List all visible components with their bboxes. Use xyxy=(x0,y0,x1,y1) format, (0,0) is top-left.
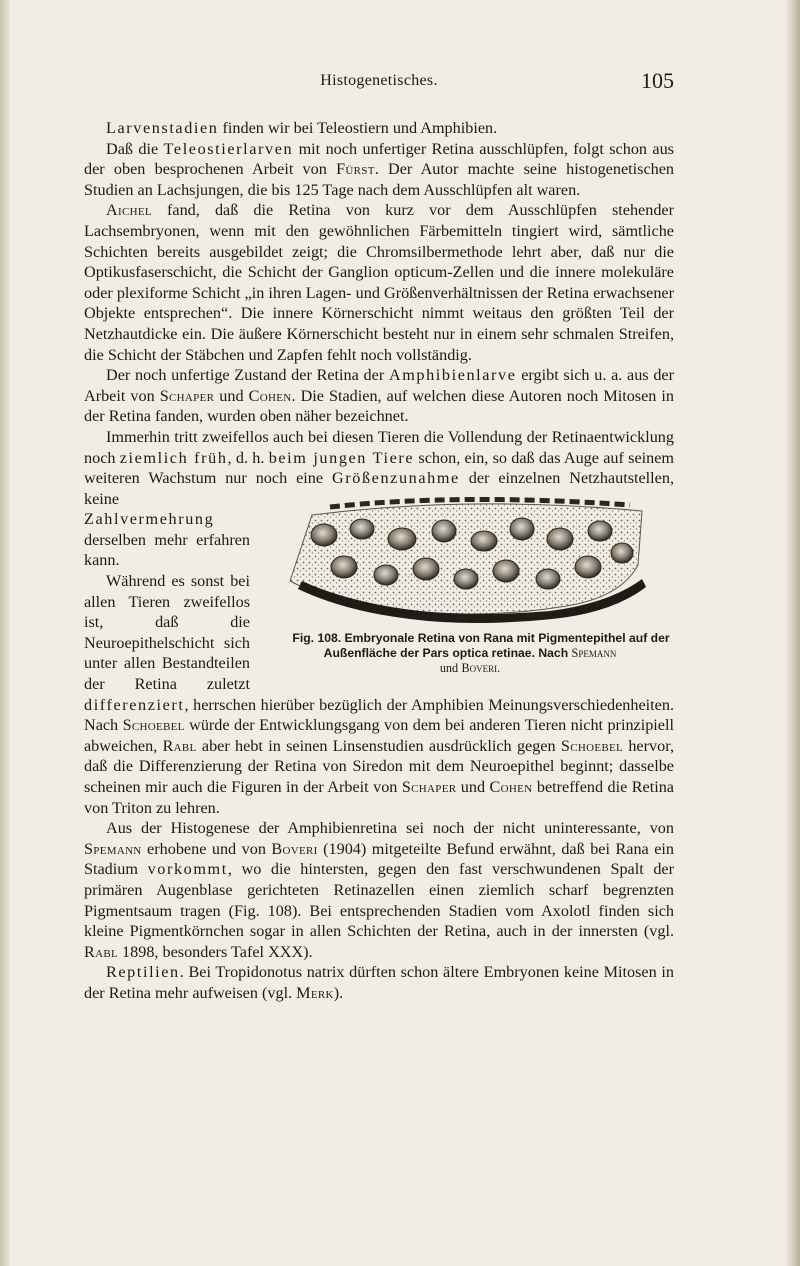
figure-108 xyxy=(260,495,680,676)
section-head-reptilien: Reptilien xyxy=(106,963,180,982)
author-name: Schaper xyxy=(159,386,215,405)
author-name: Cohen xyxy=(248,386,292,405)
paragraph-3: Aichel fand, daß die Retina von kurz vor dem Ausschlüpfen stehender Lachsembryonen, wenn mit den gewöhnlichen Färbemitteln tingiert wird, sämtliche Schichten bereits ausgebildet zeigt; die Chromsilbermethode lehrt aber, daß nur die Optikusfaserschicht, die Schicht der Ganglion opticum-Zellen und die innere molekuläre oder plexiforme Schicht „in ihren Lagen- und Größenverhältnissen der Retina erwachsener Objekte entsprechen“. Die innere Körnerschicht nimmt weitaus den größten Teil der Netzhautdicke ein. Die äußere Körnerschicht besteht nur in einem sehr schmalen Streifen, die Schicht der Stäbchen und Zapfen fehlt noch vollständig. xyxy=(84,201,674,364)
page-body xyxy=(84,118,674,1004)
section-head-larvenstadien: Larvenstadien xyxy=(106,119,219,137)
author-name: Schaper xyxy=(401,778,457,796)
author-name: Boveri xyxy=(271,839,318,858)
paragraph-6: Während es sonst bei allen Tieren zweifellos ist, daß die Neuroepithelschicht sich unter allen Bestandteilen der Retina zuletzt differenziert, herrschen hierüber bezüglich der Amphibien Meinungsverschiedenheiten. Nach Schoebel würde der Entwicklungsgang von dem bei anderen Tieren nicht prinzipiell abweichen, Rabl aber hebt in seinen Linsenstudien ausdrücklich gegen Schoebel hervor, daß die Differenzierung der Retina von Siredon mit dem Neuroepithel beginnt; dasselbe scheinen mir auch die Figuren in der Arbeit von Schaper und Cohen betreffend die Retina von Triton zu lehren. xyxy=(84,572,674,817)
author-name: Rabl xyxy=(84,942,118,961)
page-number: 105 xyxy=(641,68,674,93)
paragraph-2: Daß die Teleostierlarven mit noch unfertiger Retina ausschlüpfen, folgt schon aus der oben besprochenen Arbeit von Fürst. Der Autor machte seine histogenetischen Studien an Lachsjungen, die bis 125 Tage nach dem Ausschlüpfen alt waren. xyxy=(84,139,675,199)
author-name: Schoebel xyxy=(122,716,185,735)
author-name: Merk xyxy=(296,983,334,1002)
running-title: Histogenetisches. xyxy=(320,72,438,89)
author-name: Cohen xyxy=(489,778,533,796)
retina-illustration xyxy=(260,495,680,627)
paragraph-7: Aus der Histogenese der Amphibienretina sei noch der nicht uninteressante, von Spemann erhobene und von Boveri (1904) mitgeteilte Befund erwähnt, daß bei Rana ein Stadium vorkommt, wo die hintersten, gegen den fast verschwundenen Spalt der primären Augenblase gerichteten Retinazellen einen ziemlich scharf begrenzten Pigmentsaum tragen (Fig. 108). Bei entsprechenden Stadien vom Axolotl finden sich kleine Pigmentkörnchen sogar in allen Schichten der Retina, auch in der innersten (vgl. Rabl 1898, besonders Tafel XXX). xyxy=(84,819,675,961)
running-header xyxy=(84,68,674,98)
author-name: Aichel xyxy=(106,201,152,220)
figure-caption: Fig. 108. Embryonale Retina von Rana mit Pigmentepithel auf der Außenfläche der Pars optica retinae. Nach Spemann und Boveri. xyxy=(292,630,670,675)
author-name: Rabl xyxy=(162,736,197,755)
page-left-edge xyxy=(0,0,10,1266)
author-name: Fürst xyxy=(336,160,375,179)
paragraph-5: Immerhin tritt zweifellos auch bei diesen Tieren die Vollendung der Retinaentwicklung noch ziemlich früh, d. h. beim jungen Tiere schon, ein, so daß das Auge auf seinem weiteren Wachstum nur noch eine Fig. 108. Embryonale Retina von Rana mit Pigmentepithel auf der Außenfläche der Pars optica retinae. Nach Spemann und Boveri. Größenzunahme der einzelnen Netzhautstellen, keine Zahlvermehrung derselben mehr erfahren kann. xyxy=(84,427,674,571)
paragraph-4: Der noch unfertige Zustand der Retina der Amphibienlarve ergibt sich u. a. aus der Arbeit von Schaper und Cohen. Die Stadien, auf welchen diese Autoren noch Mitosen in der Retina fanden, wurden oben näher bezeichnet. xyxy=(84,366,675,426)
page-right-edge xyxy=(786,0,800,1266)
paragraph-8: Reptilien. Bei Tropidonotus natrix dürften schon ältere Embryonen keine Mitosen in der Retina mehr aufweisen (vgl. Merk). xyxy=(84,963,674,1002)
paragraph-1: Larvenstadien finden wir bei Teleostiern und Amphibien. xyxy=(106,119,498,137)
author-name: Spemann xyxy=(84,839,142,858)
author-name: Schoebel xyxy=(560,736,624,755)
